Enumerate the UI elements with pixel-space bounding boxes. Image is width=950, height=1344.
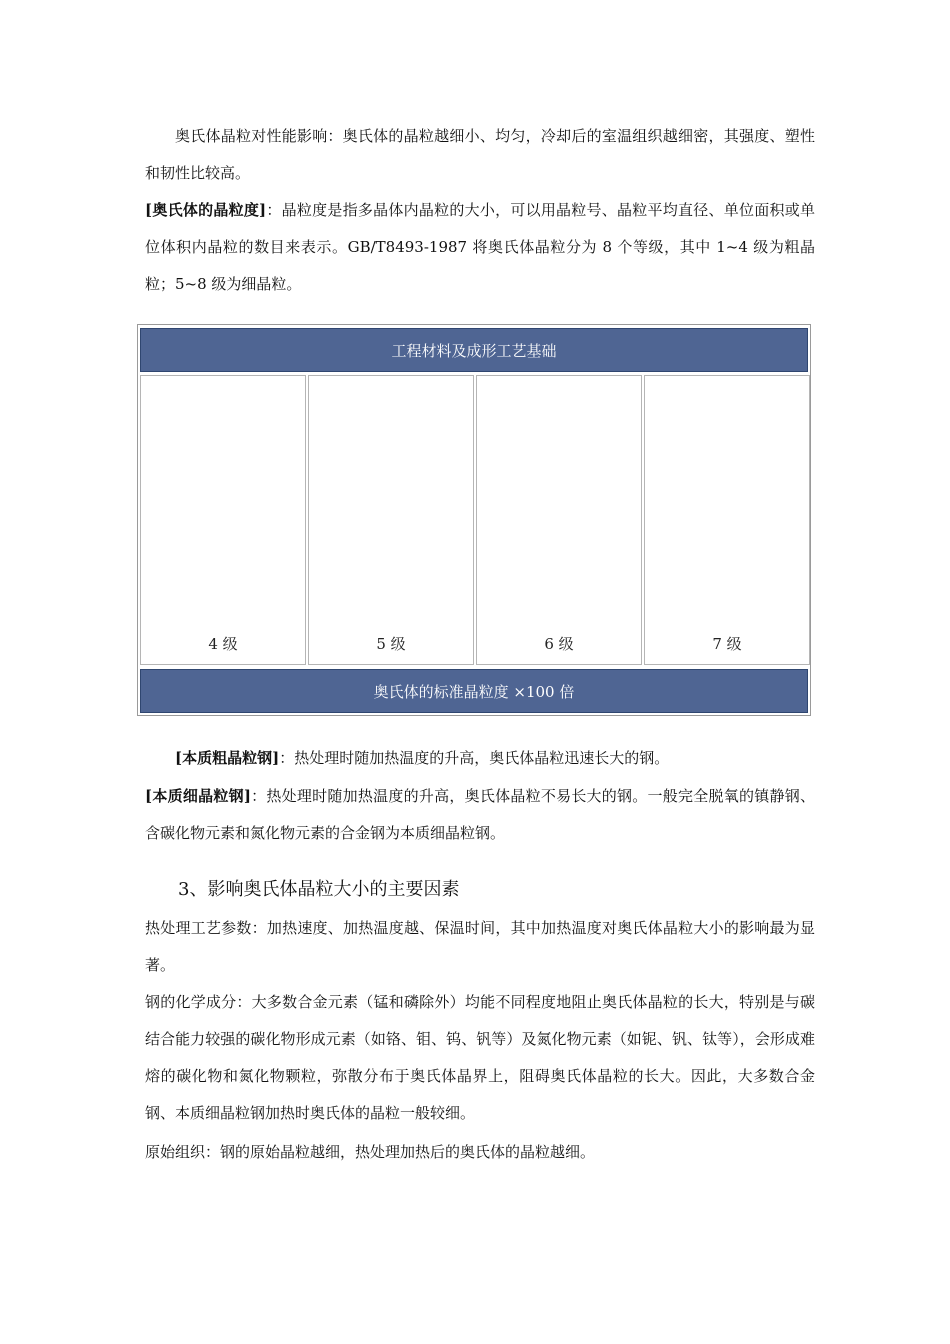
term-fine-steel: [本质细晶粒钢] [145, 787, 251, 805]
paragraph-coarse-steel-text: ：热处理时随加热温度的升高，奥氏体晶粒迅速长大的钢。 [279, 749, 670, 767]
term-grain-size: [奥氏体的晶粒度] [145, 201, 267, 219]
paragraph-grain-size [145, 192, 815, 303]
figure-caption: 奥氏体的标准晶粒度 ×100 倍 [140, 669, 808, 713]
paragraph-grain-size-text: ：晶粒度是指多晶体内晶粒的大小，可以用晶粒号、晶粒平均直径、单位面积或单位体积内晶粒的数目来表示。GB/T8493-1987 将奥氏体晶粒分为 8 个等级，其中 1~4 级为粗晶粒；5~8 级为细晶粒。 [145, 201, 815, 293]
paragraph-chemical-composition-text: 钢的化学成分：大多数合金元素（锰和磷除外）均能不同程度地阻止奥氏体晶粒的长大，特别是与碳结合能力较强的碳化物形成元素（如铬、钼、钨、钒等）及氮化物元素（如铌、钒、钛等），会形成难熔的碳化物和氮化物颗粒，弥散分布于奥氏体晶界上，阻碍奥氏体晶粒的长大。因此，大多数合金钢、本质细晶粒钢加热时奥氏体的晶粒一般较细。 [145, 993, 815, 1122]
paragraph-fine-steel [145, 778, 815, 852]
figure-cell-label: 6 级 [544, 635, 574, 653]
figure-cell-6 [476, 375, 642, 665]
figure-cells [140, 375, 810, 666]
figure-header: 工程材料及成形工艺基础 [140, 328, 808, 372]
paragraph-chemical-composition [145, 984, 815, 1132]
section-heading: 3、影响奥氏体晶粒大小的主要因素 [178, 879, 460, 900]
figure-cell-label: 4 级 [208, 635, 238, 653]
paragraph-fine-steel-text: ：热处理时随加热温度的升高，奥氏体晶粒不易长大的钢。一般完全脱氧的镇静钢、含碳化物元素和氮化物元素的合金钢为本质细晶粒钢。 [145, 787, 815, 842]
figure-cell-label: 7 级 [712, 635, 742, 653]
grain-size-figure [137, 324, 811, 716]
paragraph-original-structure [145, 1134, 815, 1171]
paragraph-grain-effect-text: 奥氏体晶粒对性能影响：奥氏体的晶粒越细小、均匀，冷却后的室温组织越细密，其强度、塑性和韧性比较高。 [145, 127, 815, 182]
figure-cell-4 [140, 375, 306, 665]
figure-cell-label: 5 级 [376, 635, 406, 653]
term-coarse-steel: [本质粗晶粒钢] [175, 749, 280, 767]
paragraph-process-params-text: 热处理工艺参数：加热速度、加热温度越、保温时间，其中加热温度对奥氏体晶粒大小的影响最为显著。 [145, 919, 815, 974]
paragraph-coarse-steel [145, 740, 815, 777]
figure-cell-5 [308, 375, 474, 665]
paragraph-original-structure-text: 原始组织：钢的原始晶粒越细，热处理加热后的奥氏体的晶粒越细。 [145, 1143, 596, 1161]
paragraph-grain-effect [145, 118, 815, 192]
figure-cell-7 [644, 375, 810, 665]
paragraph-process-params [145, 910, 815, 984]
